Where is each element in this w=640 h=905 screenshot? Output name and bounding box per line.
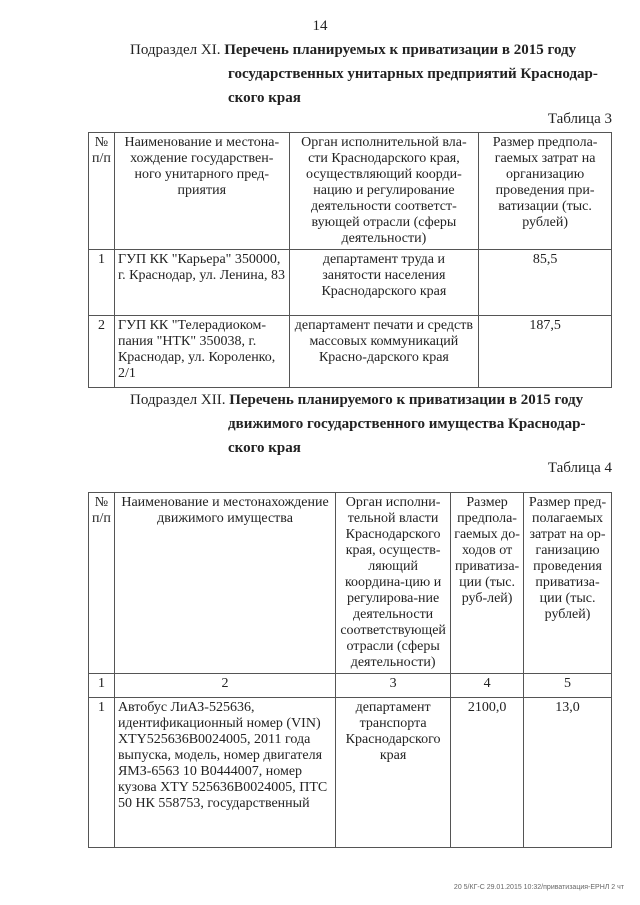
page-number: 14 bbox=[312, 18, 328, 34]
table-cell: департамент печати и средств массовых коммуникаций Красно-дарского края bbox=[289, 316, 479, 388]
table-cell: 13,0 bbox=[524, 698, 612, 848]
table-cell: 187,5 bbox=[479, 316, 612, 388]
section-12-heading bbox=[130, 388, 610, 460]
table-cell: 2100,0 bbox=[451, 698, 524, 848]
table-row bbox=[89, 698, 612, 848]
table-4-header-row bbox=[89, 493, 612, 674]
column-number: 3 bbox=[336, 674, 451, 698]
table-3-header: Наименование и местона-хождение государствен-ного унитарного пред-приятия bbox=[114, 133, 289, 250]
table-3-header: Размер предпола-гаемых затрат на организацию проведения при-ватизации (тыс. рублей) bbox=[479, 133, 612, 250]
table-4-header: Наименование и местонахождение движимого имущества bbox=[114, 493, 335, 674]
section-11-heading bbox=[130, 38, 610, 110]
table-cell: 1 bbox=[89, 698, 115, 848]
section-11-title-3: ского края bbox=[228, 90, 301, 106]
table-cell: ГУП КК "Карьера" 350000, г. Краснодар, ул. Ленина, 83 bbox=[114, 250, 289, 316]
section-11-title-1: Перечень планируемых к приватизации в 2015 году bbox=[224, 42, 577, 58]
section-12-title-2: движимого государственного имущества Краснодар- bbox=[228, 416, 586, 432]
section-12-title-3: ского края bbox=[228, 440, 301, 456]
table-cell: ГУП КК "Телерадиоком-пания "НТК" 350038, г. Краснодар, ул. Короленко, 2/1 bbox=[114, 316, 289, 388]
table-3-header-row bbox=[89, 133, 612, 250]
document-footer: 20 5/КГ-С 29.01.2015 10:32/приватизация-ЕРНЛ 2 чт bbox=[453, 884, 624, 891]
table-cell: Автобус ЛиАЗ-525636, идентификационный номер (VIN) XTY525636B0024005, 2011 года выпуска, модель, номер двигателя ЯМЗ-6563 10 В0444007, номер кузова XTY 525636B0024005, ПТС 50 НК 558753, государственный bbox=[114, 698, 335, 848]
column-number: 1 bbox=[89, 674, 115, 698]
table-cell: департамент труда и занятости населения Краснодарского края bbox=[289, 250, 479, 316]
table-4-header: № п/п bbox=[89, 493, 115, 674]
table-4-header: Размер предпола-гаемых до-ходов от приватиза-ции (тыс. руб-лей) bbox=[451, 493, 524, 674]
table-3 bbox=[88, 132, 612, 388]
column-number: 2 bbox=[114, 674, 335, 698]
table-4-caption: Таблица 4 bbox=[547, 460, 612, 476]
table-4-header: Орган исполни-тельной власти Краснодарского края, осуществ-ляющий координа-цию и регулирова-ние деятельности соответствующей отрасли (сферы деятельности) bbox=[336, 493, 451, 674]
table-4-numbering-row bbox=[89, 674, 612, 698]
table-row bbox=[89, 250, 612, 316]
table-cell: департамент транспорта Краснодарского края bbox=[336, 698, 451, 848]
table-3-header: № п/п bbox=[89, 133, 115, 250]
section-11-title-2: государственных унитарных предприятий Краснодар- bbox=[228, 66, 598, 82]
section-12-label: Подраздел XII. bbox=[130, 392, 226, 408]
section-11-label: Подраздел XI. bbox=[130, 42, 221, 58]
table-cell: 85,5 bbox=[479, 250, 612, 316]
table-3-caption: Таблица 3 bbox=[547, 111, 612, 127]
table-3-header: Орган исполнительной вла-сти Краснодарского края, осуществляющий коорди-нацию и регулирование деятельности соответст-вующей отрасли (сферы деятельности) bbox=[289, 133, 479, 250]
table-cell: 1 bbox=[89, 250, 115, 316]
table-4 bbox=[88, 492, 612, 848]
column-number: 4 bbox=[451, 674, 524, 698]
section-12-title-1: Перечень планируемого к приватизации в 2015 году bbox=[229, 392, 584, 408]
column-number: 5 bbox=[524, 674, 612, 698]
table-4-header: Размер пред-полагаемых затрат на ор-ганизацию проведения приватиза-ции (тыс. рублей) bbox=[524, 493, 612, 674]
table-row bbox=[89, 316, 612, 388]
table-cell: 2 bbox=[89, 316, 115, 388]
